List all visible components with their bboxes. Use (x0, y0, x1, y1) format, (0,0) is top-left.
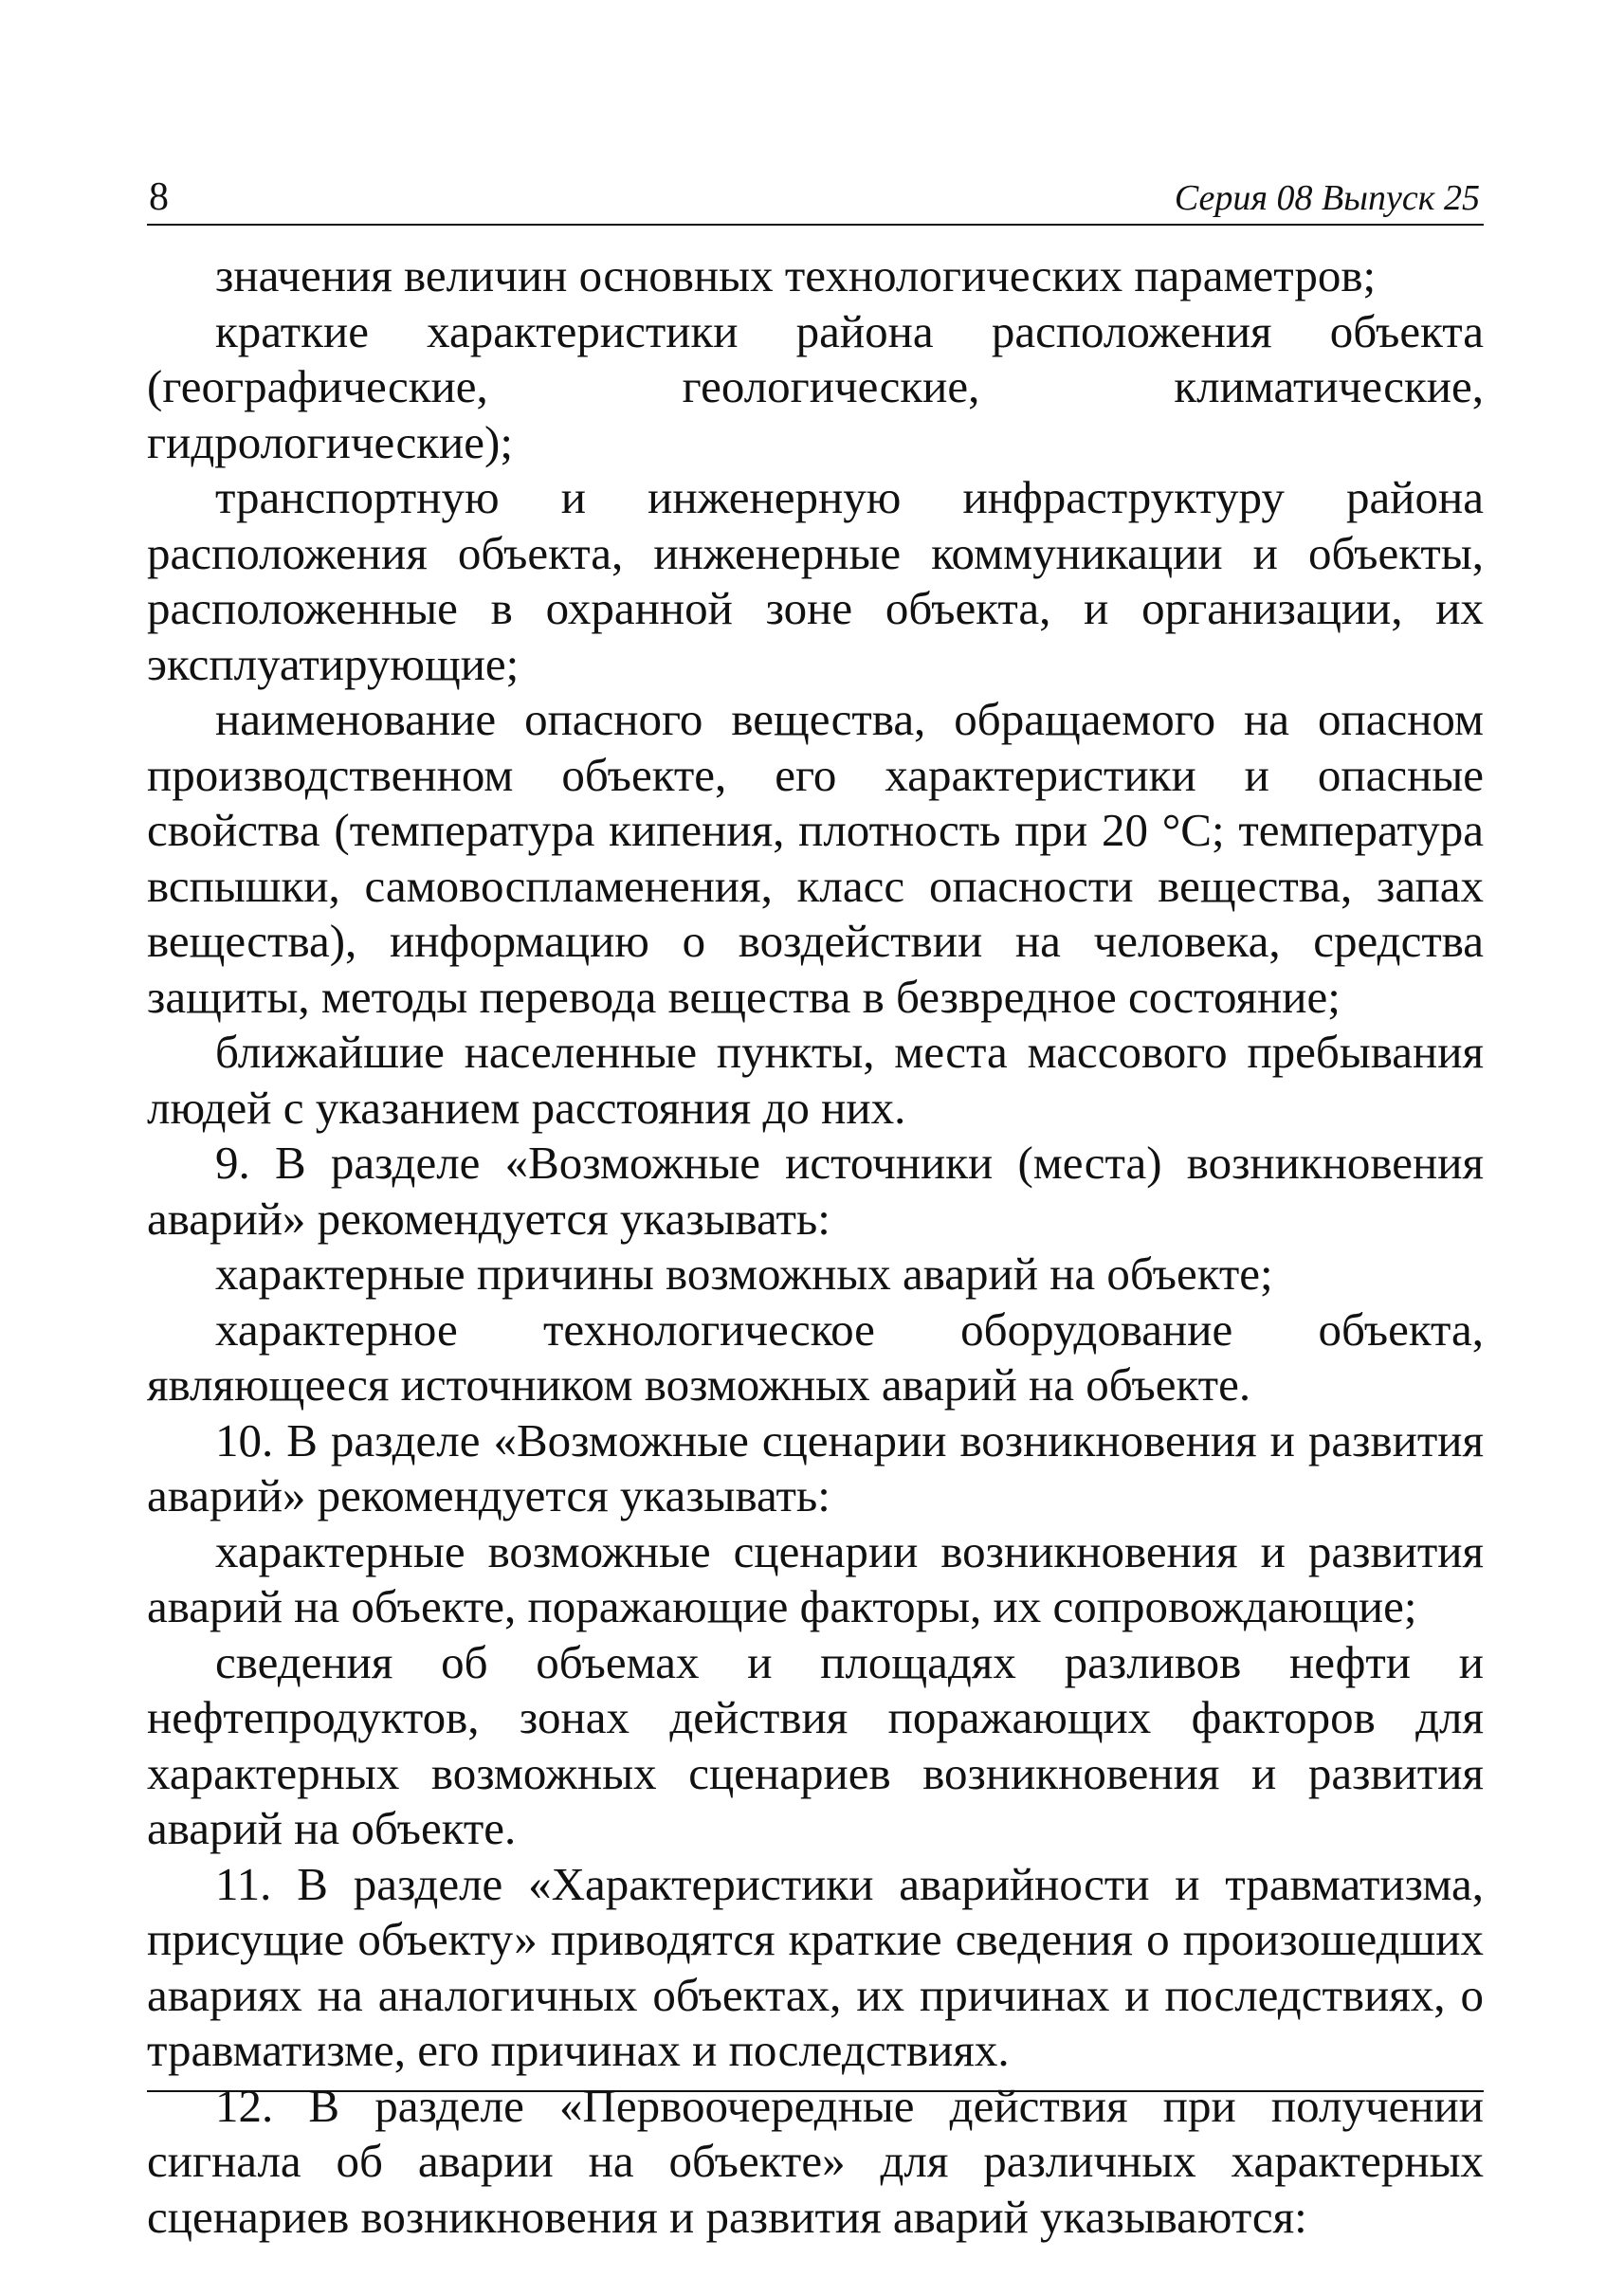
paragraph: 12. В разделе «Первоочередные действия при получении сигнала об аварии на объекте» для различных характерных сценариев возникновения и развития аварий указываются: (147, 2079, 1484, 2243)
paragraph: значения величин основных технологических параметров; (215, 249, 1377, 301)
paragraph: наименование опасного вещества, обращаемого на опасном производственном объекте, его характеристики и опасные свойства (температура кипения, плотность при 20 °С; температура вспышки, самовоспламенения, класс опасности вещества, запах вещества), информацию о воздействии на человека, средства защиты, методы перевода вещества в безвредное состояние; (147, 693, 1484, 1023)
paragraph: транспортную и инженерную инфраструктуру района расположения объекта, инженерные коммуникации и объекты, расположенные в охранной зоне объекта, и организации, их эксплуатирующие; (147, 471, 1484, 690)
footer-rule (147, 2090, 1484, 2092)
running-header (147, 171, 1484, 226)
page-number: 8 (149, 175, 169, 219)
paragraph: 11. В разделе «Характеристики аварийности и травматизма, присущие объекту» приводятся краткие сведения о произошедших авариях на аналогичных объектах, их причинах и последствиях, о травматизме, его причинах и последствиях. (147, 1857, 1484, 2076)
series-label: Серия 08 Выпуск 25 (1174, 178, 1480, 218)
paragraph: сведения об объемах и площадях разливов нефти и нефтепродуктов, зонах действия поражающих факторов для характерных возможных сценариев возникновения и развития аварий на объекте. (147, 1635, 1484, 1854)
paragraph: краткие характеристики района расположения объекта (географические, геологические, климатические, гидрологические); (147, 304, 1484, 468)
body-text (147, 248, 1484, 2245)
paragraph: 10. В разделе «Возможные сценарии возникновения и развития аварий» рекомендуется указывать: (147, 1413, 1484, 1521)
paragraph: ближайшие населенные пункты, места массового пребывания людей с указанием расстояния до них. (147, 1026, 1484, 1134)
paragraph: характерные возможные сценарии возникновения и развития аварий на объекте, поражающие факторы, их сопровождающие; (147, 1524, 1484, 1632)
paragraph: 9. В разделе «Возможные источники (места) возникновения аварий» рекомендуется указывать: (147, 1137, 1484, 1245)
paragraph: характерное технологическое оборудование объекта, являющееся источником возможных аварий на объекте. (147, 1302, 1484, 1411)
paragraph: характерные причины возможных аварий на объекте; (215, 1248, 1273, 1300)
